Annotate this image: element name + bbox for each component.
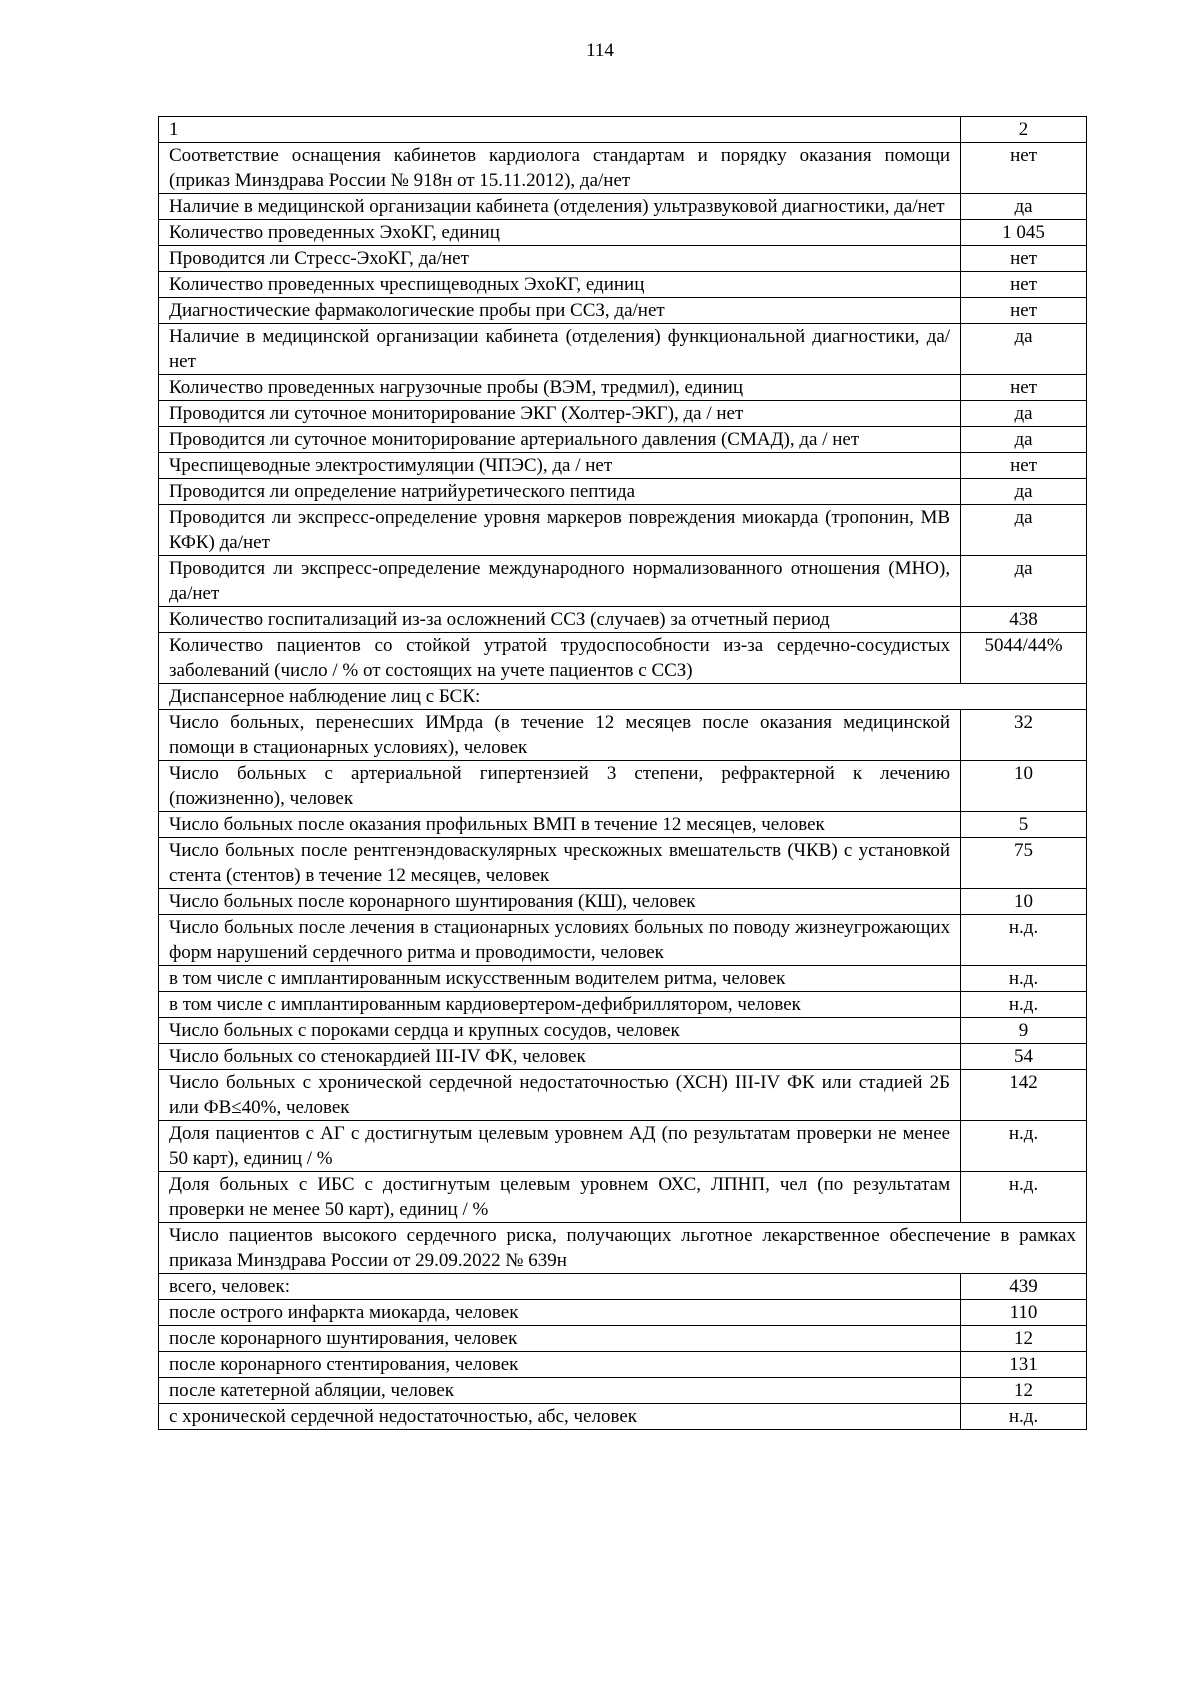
indicator-cell: Диагностическиe фармакологические пробы при ССЗ, да/нет <box>159 298 961 324</box>
value-cell: 110 <box>961 1300 1087 1326</box>
table-row <box>159 556 1087 607</box>
indicator-cell: после коронарного стентирования, человек <box>159 1352 961 1378</box>
table-row <box>159 633 1087 684</box>
table-row <box>159 427 1087 453</box>
header-col-1: 1 <box>159 117 961 143</box>
value-cell: нет <box>961 143 1087 194</box>
value-cell: 438 <box>961 607 1087 633</box>
table-row <box>159 1326 1087 1352</box>
value-cell: н.д. <box>961 992 1087 1018</box>
table-row <box>159 1352 1087 1378</box>
table-row <box>159 272 1087 298</box>
value-cell: н.д. <box>961 1404 1087 1430</box>
value-cell: нет <box>961 453 1087 479</box>
page-number: 114 <box>586 40 614 61</box>
table-row <box>159 453 1087 479</box>
section-heading-cell: Диспансерное наблюдение лиц с БСК: <box>159 684 1087 710</box>
indicator-cell: Число больных после рентгенэндоваскулярных чрескожных вмешательств (ЧКВ) с установкой стента (стентов) в течение 12 месяцев, человек <box>159 838 961 889</box>
table-row <box>159 684 1087 710</box>
table-row <box>159 761 1087 812</box>
indicator-cell: Количество госпитализаций из-за осложнений ССЗ (случаев) за отчетный период <box>159 607 961 633</box>
value-cell: 32 <box>961 710 1087 761</box>
indicator-cell: Число больных со стенокардией III-IV ФК, человек <box>159 1044 961 1070</box>
indicator-cell: Соответствие оснащения кабинетов кардиолога стандартам и порядку оказания помощи (приказ Минздрава России № 918н от 15.11.2012), да/нет <box>159 143 961 194</box>
indicator-cell: Число больных после оказания профильных ВМП в течение 12 месяцев, человек <box>159 812 961 838</box>
indicator-cell: Проводится ли определение натрийуретического пептида <box>159 479 961 505</box>
value-cell: да <box>961 479 1087 505</box>
value-cell: да <box>961 401 1087 427</box>
table-row <box>159 324 1087 375</box>
indicator-cell: после острого инфаркта миокарда, человек <box>159 1300 961 1326</box>
indicator-cell: Количество проведенных ЭхоКГ, единиц <box>159 220 961 246</box>
indicator-cell: Число больных, перенесших ИМрда (в течение 12 месяцев после оказания медицинской помощи в стационарных условиях), человек <box>159 710 961 761</box>
table-row <box>159 375 1087 401</box>
indicator-cell: Проводится ли суточное мониторирование ЭКГ (Холтер-ЭКГ), да / нет <box>159 401 961 427</box>
value-cell: н.д. <box>961 1121 1087 1172</box>
indicator-cell: всего, человек: <box>159 1274 961 1300</box>
indicator-cell: Доля пациентов с АГ с достигнутым целевым уровнем АД (по результатам проверки не менее 50 карт), единиц / % <box>159 1121 961 1172</box>
table-row <box>159 838 1087 889</box>
table-row <box>159 966 1087 992</box>
table-row <box>159 607 1087 633</box>
value-cell: нет <box>961 298 1087 324</box>
table-row <box>159 1070 1087 1121</box>
value-cell: 12 <box>961 1378 1087 1404</box>
table-row <box>159 505 1087 556</box>
indicator-cell: в том числе с имплантированным искусственным водителем ритма, человек <box>159 966 961 992</box>
value-cell: 75 <box>961 838 1087 889</box>
value-cell: 5044/44% <box>961 633 1087 684</box>
value-cell: да <box>961 556 1087 607</box>
indicator-cell: в том числе с имплантированным кардиовертером-дефибриллятором, человек <box>159 992 961 1018</box>
indicator-cell: Количество пациентов со стойкой утратой трудоспособности из-за сердечно-сосудистых заболеваний (число / % от состоящих на учете пациентов с ССЗ) <box>159 633 961 684</box>
indicator-cell: Количество проведенных чреспищеводных ЭхоКГ, единиц <box>159 272 961 298</box>
table-row <box>159 1274 1087 1300</box>
table-row <box>159 1378 1087 1404</box>
value-cell: 54 <box>961 1044 1087 1070</box>
table-row <box>159 1300 1087 1326</box>
indicator-cell: Проводится ли экспресс-определение международного нормализованного отношения (МНО), да/нет <box>159 556 961 607</box>
table-row <box>159 710 1087 761</box>
indicator-cell: Число больных с артериальной гипертензией 3 степени, рефрактерной к лечению (пожизненно), человек <box>159 761 961 812</box>
table-row <box>159 915 1087 966</box>
indicator-cell: Чреспищеводные электростимуляции (ЧПЭС), да / нет <box>159 453 961 479</box>
indicator-cell: Число больных после коронарного шунтирования (КШ), человек <box>159 889 961 915</box>
value-cell: 5 <box>961 812 1087 838</box>
table-row <box>159 479 1087 505</box>
indicator-cell: Количество проведенных нагрузочные пробы (ВЭМ, тредмил), единиц <box>159 375 961 401</box>
value-cell: да <box>961 194 1087 220</box>
value-cell: 142 <box>961 1070 1087 1121</box>
value-cell: 10 <box>961 761 1087 812</box>
table-row <box>159 992 1087 1018</box>
value-cell: 9 <box>961 1018 1087 1044</box>
indicator-cell: после катетерной абляции, человек <box>159 1378 961 1404</box>
indicator-cell: Доля больных с ИБС с достигнутым целевым уровнем ОХС, ЛПНП, чел (по результатам проверки не менее 50 карт), единиц / % <box>159 1172 961 1223</box>
table-header-row <box>159 117 1087 143</box>
value-cell: 439 <box>961 1274 1087 1300</box>
indicator-cell: Число больных с пороками сердца и крупных сосудов, человек <box>159 1018 961 1044</box>
value-cell: н.д. <box>961 1172 1087 1223</box>
table-row <box>159 220 1087 246</box>
table-row <box>159 1121 1087 1172</box>
indicator-cell: Проводится ли экспресс-определение уровня маркеров повреждения миокарда (тропонин, МВ КФК) да/нет <box>159 505 961 556</box>
value-cell: 131 <box>961 1352 1087 1378</box>
value-cell: да <box>961 324 1087 375</box>
header-col-2: 2 <box>961 117 1087 143</box>
table-row <box>159 298 1087 324</box>
indicator-cell: с хронической сердечной недостаточностью, абс, человек <box>159 1404 961 1430</box>
value-cell: да <box>961 427 1087 453</box>
value-cell: н.д. <box>961 915 1087 966</box>
value-cell: нет <box>961 272 1087 298</box>
data-table <box>158 116 1087 1430</box>
indicator-cell: Наличие в медицинской организации кабинета (отделения) функциональной диагностики, да/нет <box>159 324 961 375</box>
table-row <box>159 194 1087 220</box>
indicator-cell: Число больных с хронической сердечной недостаточностью (ХСН) III-IV ФК или стадией 2Б или ФВ≤40%, человек <box>159 1070 961 1121</box>
table-row <box>159 401 1087 427</box>
indicator-cell: Проводится ли суточное мониторирование артериального давления (СМАД), да / нет <box>159 427 961 453</box>
table-row <box>159 143 1087 194</box>
table-row <box>159 812 1087 838</box>
section-heading-cell: Число пациентов высокого сердечного риска, получающих льготное лекарственное обеспечение в рамках приказа Минздрава России от 29.09.2022 № 639н <box>159 1223 1087 1274</box>
value-cell: 12 <box>961 1326 1087 1352</box>
value-cell: нет <box>961 246 1087 272</box>
indicator-cell: Наличие в медицинской организации кабинета (отделения) ультразвуковой диагностики, да/нет <box>159 194 961 220</box>
table-row <box>159 1044 1087 1070</box>
table-row <box>159 889 1087 915</box>
indicator-cell: Число больных после лечения в стационарных условиях больных по поводу жизнеугрожающих форм нарушений сердечного ритма и проводимости, человек <box>159 915 961 966</box>
value-cell: 1 045 <box>961 220 1087 246</box>
table-row <box>159 1223 1087 1274</box>
value-cell: 10 <box>961 889 1087 915</box>
value-cell: да <box>961 505 1087 556</box>
indicator-cell: Проводится ли Стресс-ЭхоКГ, да/нет <box>159 246 961 272</box>
table-row <box>159 1018 1087 1044</box>
table-row <box>159 246 1087 272</box>
table-row <box>159 1404 1087 1430</box>
table-row <box>159 1172 1087 1223</box>
value-cell: нет <box>961 375 1087 401</box>
value-cell: н.д. <box>961 966 1087 992</box>
indicator-cell: после коронарного шунтирования, человек <box>159 1326 961 1352</box>
